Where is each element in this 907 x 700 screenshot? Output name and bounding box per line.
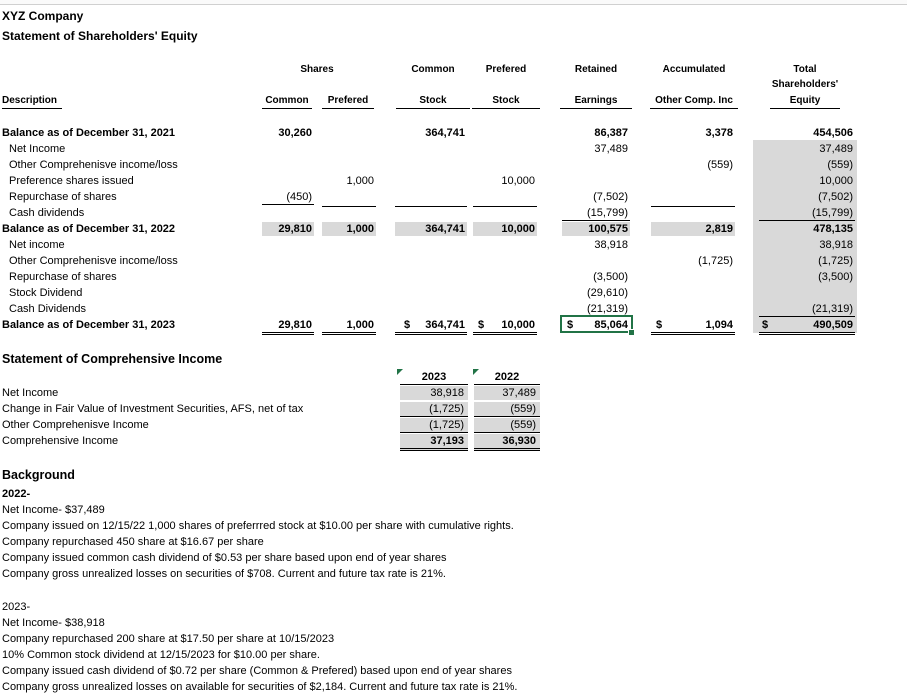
header-shares-prefered: Prefered (322, 94, 374, 109)
sci-year-2022: 2022 (474, 370, 540, 385)
cell-re: (7,502) (593, 191, 628, 203)
header-prefered-bottom: Stock (472, 94, 540, 109)
cell-re: (29,610) (587, 287, 628, 299)
cell-re: 86,387 (594, 127, 628, 139)
header-total-1: Total (793, 64, 817, 75)
cell-sp: 1,000 (322, 222, 376, 236)
cell-total: 454,506 (813, 127, 853, 139)
note-line: Company gross unrealized losses on available for securities of $2,184. Current and future tax rate is 21%. (2, 681, 518, 693)
cell-re: 38,918 (594, 239, 628, 251)
note-line: Net Income- $37,489 (2, 504, 105, 516)
cell-total: (1,725) (818, 255, 853, 267)
cell-re: (15,799) (562, 206, 630, 221)
cell-total: (15,799) (759, 206, 855, 221)
dollar-sign: $ (478, 319, 485, 331)
row-description: Repurchase of shares (9, 271, 117, 283)
background-year-2022: 2022- (2, 488, 31, 500)
cell-aoci: 3,378 (705, 127, 733, 139)
statement-title: Statement of Shareholders' Equity (2, 29, 198, 43)
header-retained-bottom: Earnings (560, 94, 632, 109)
row-description: Balance as of December 31, 2022 (2, 223, 176, 235)
cell-cs: 364,741 (395, 318, 467, 335)
cell-sc: 29,810 (262, 318, 314, 335)
note-line: 10% Common stock dividend at 12/15/2023 for $10.00 per share. (2, 649, 320, 661)
column-header-strip (0, 0, 907, 5)
cell-re: (3,500) (593, 271, 628, 283)
cell-total: (7,502) (818, 191, 853, 203)
cell-sp (322, 206, 376, 207)
note-line: Company repurchased 200 share at $17.50 per share at 10/15/2023 (2, 633, 335, 645)
sci-value-2023: 37,193 (400, 434, 468, 451)
header-accum-top: Accumulated (662, 64, 726, 75)
cell-total: 478,135 (813, 223, 853, 235)
sci-value-2022: 37,489 (474, 386, 540, 400)
cell-sp: 1,000 (322, 318, 376, 335)
fill-handle[interactable] (628, 329, 635, 336)
header-description: Description (2, 94, 62, 109)
row-description: Balance as of December 31, 2023 (2, 319, 176, 331)
note-line: Company repurchased 450 share at $16.67 per share (2, 536, 264, 548)
cell-aoci: (1,725) (698, 255, 733, 267)
cell-sc: 30,260 (278, 127, 312, 139)
dollar-sign: $ (656, 319, 663, 331)
cell-total: 38,918 (819, 239, 853, 251)
row-description: Net income (9, 239, 65, 251)
header-retained-top: Retained (574, 64, 618, 75)
cell-total: 490,509 (759, 318, 855, 335)
row-description: Other Comprehenisve income/loss (9, 255, 178, 267)
sci-year-2023: 2023 (400, 370, 468, 385)
dollar-sign: $ (762, 319, 769, 331)
background-year-2023: 2023- (2, 601, 31, 613)
sci-row-label: Other Comprehenisve Income (2, 419, 149, 431)
row-description: Cash Dividends (9, 303, 87, 315)
cell-cs (395, 206, 467, 207)
cell-ps: 10,000 (473, 222, 537, 236)
cell-re: 37,489 (594, 143, 628, 155)
cell-re: (21,319) (562, 302, 630, 317)
background-title: Background (2, 468, 75, 482)
header-prefered-top: Prefered (485, 64, 527, 75)
cell-re: 85,064 (594, 319, 628, 331)
sci-value-2022: (559) (474, 402, 540, 417)
cell-ps: 10,000 (473, 318, 537, 335)
header-total-3: Equity (770, 94, 840, 109)
sci-value-2023: (1,725) (400, 418, 468, 433)
cell-sc: 29,810 (262, 222, 314, 236)
note-line: Company issued common cash dividend of $0.53 per share based upon end of year shares (2, 552, 447, 564)
note-line: Net Income- $38,918 (2, 617, 105, 629)
cell-total: (559) (827, 159, 853, 171)
cell-sc: (450) (262, 190, 314, 205)
cell-total: 10,000 (819, 175, 853, 187)
sci-title: Statement of Comprehensive Income (2, 352, 223, 366)
cell-aoci: 2,819 (651, 222, 735, 236)
sci-value-2022: (559) (474, 418, 540, 433)
cell-ps: 10,000 (501, 175, 535, 187)
note-line: Company issued on 12/15/22 1,000 shares of preferrred stock at $10.00 per share with cumulative rights. (2, 520, 514, 532)
row-description: Cash dividends (9, 207, 85, 219)
header-total-2: Shareholders' (771, 79, 839, 90)
cell-total: 37,489 (819, 143, 853, 155)
sci-value-2023: 38,918 (400, 386, 468, 400)
header-common-bottom: Stock (396, 94, 470, 109)
cell-total: (3,500) (818, 271, 853, 283)
row-description: Preference shares issued (9, 175, 134, 187)
cell-re: 100,575 (562, 222, 630, 236)
sci-value-2023: (1,725) (400, 402, 468, 417)
cell-aoci: (559) (707, 159, 733, 171)
row-description: Stock Dividend (9, 287, 83, 299)
note-line: Company issued cash dividend of $0.72 per share (Common & Prefered) based upon end of year shares (2, 665, 512, 677)
row-description: Other Comprehenisve income/loss (9, 159, 178, 171)
row-description: Net Income (9, 143, 66, 155)
company-title: XYZ Company (2, 9, 84, 23)
header-common-top: Common (411, 64, 455, 75)
dollar-sign: $ (404, 319, 411, 331)
header-accum-bottom: Other Comp. Inc (650, 94, 738, 109)
cell-ps (473, 206, 537, 207)
cell-aoci (651, 206, 735, 207)
sci-row-label: Comprehensive Income (2, 435, 119, 447)
sci-row-label: Net Income (2, 387, 59, 399)
row-description: Balance as of December 31, 2021 (2, 127, 176, 139)
header-shares: Shares (300, 64, 334, 75)
cell-aoci: 1,094 (651, 318, 735, 335)
cell-cs: 364,741 (395, 222, 467, 236)
cell-cs: 364,741 (425, 127, 465, 139)
sci-value-2022: 36,930 (474, 434, 540, 451)
active-cell-selection[interactable] (560, 315, 633, 333)
cell-total: (21,319) (759, 302, 855, 317)
row-description: Repurchase of shares (9, 191, 117, 203)
sci-row-label: Change in Fair Value of Investment Securities, AFS, net of tax (2, 403, 304, 415)
header-shares-common: Common (262, 94, 312, 109)
dollar-sign: $ (567, 319, 574, 331)
note-line: Company gross unrealized losses on securities of $708. Current and future tax rate is 21%. (2, 568, 446, 580)
cell-sp: 1,000 (346, 175, 374, 187)
